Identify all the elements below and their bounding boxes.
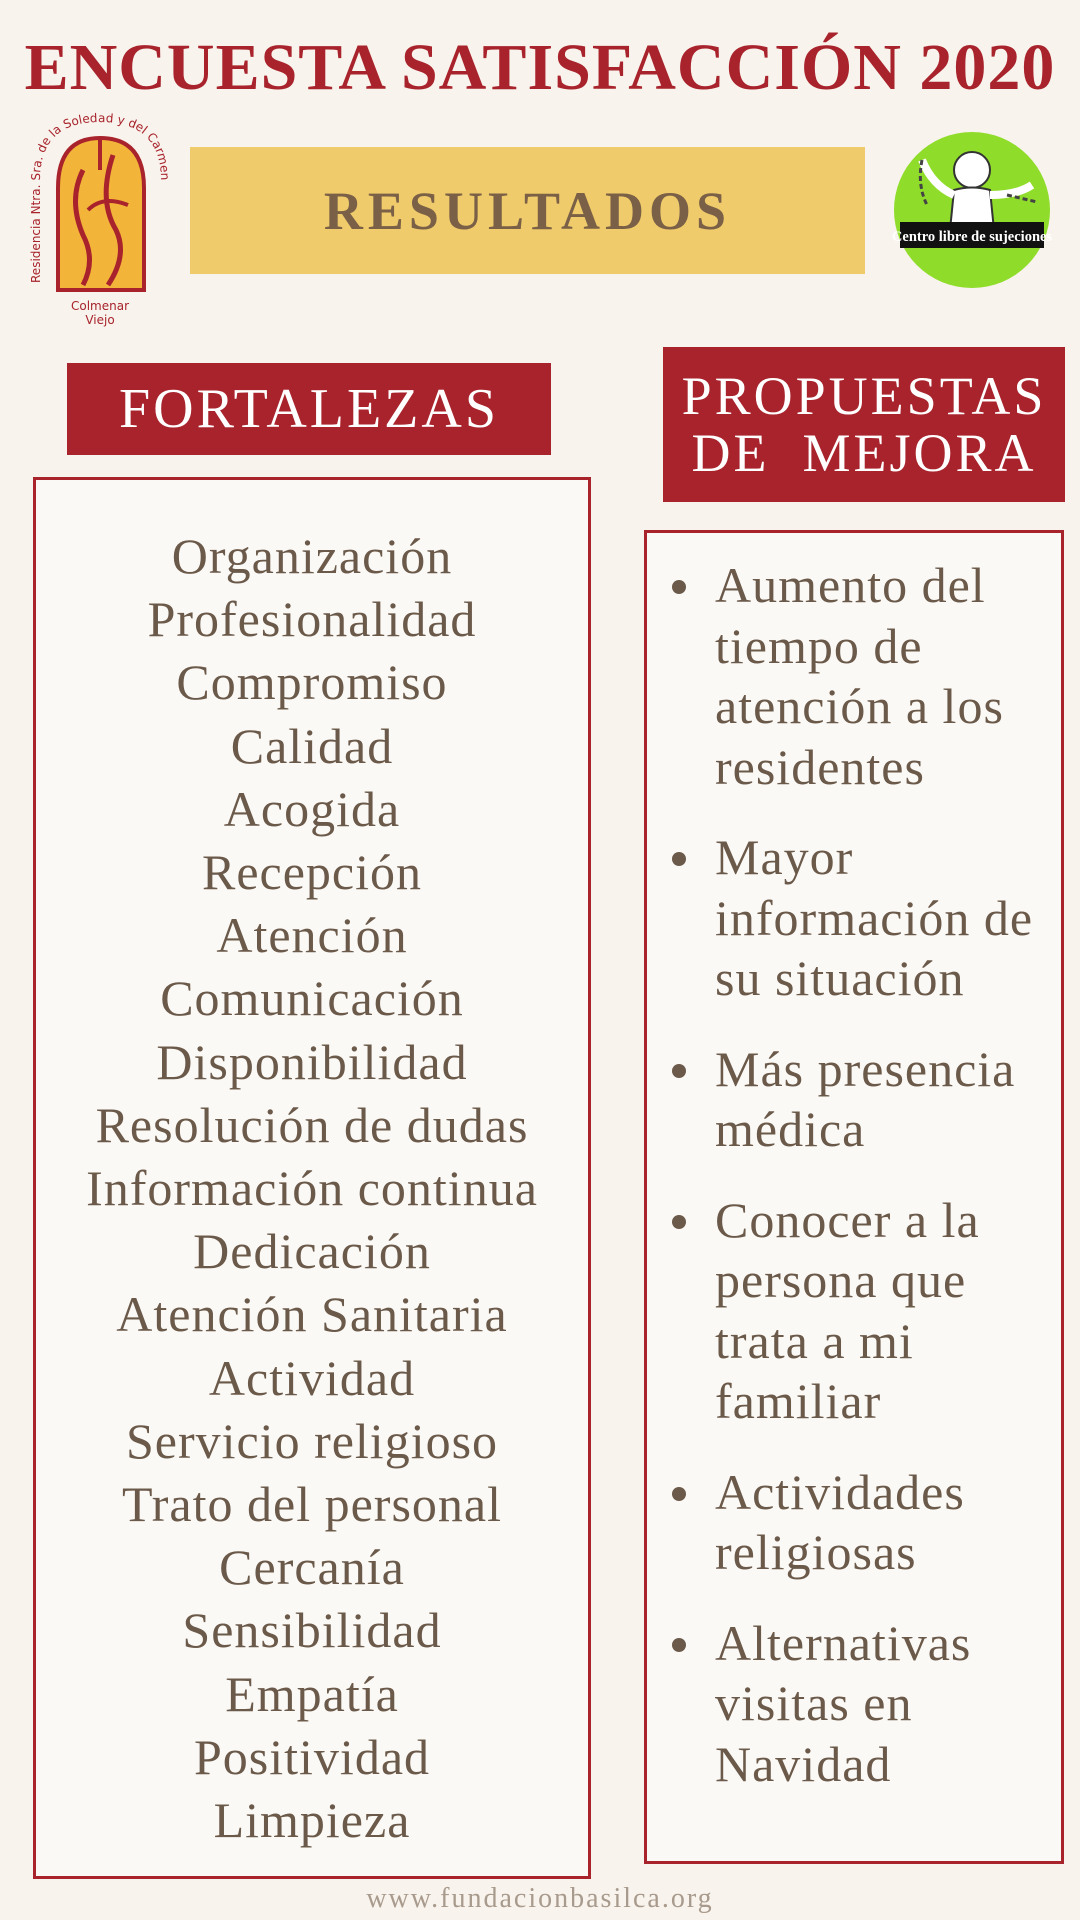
fortaleza-item: Información continua: [86, 1160, 538, 1217]
fortaleza-item: Acogida: [223, 780, 401, 837]
fortalezas-heading-label: FORTALEZAS: [119, 378, 499, 440]
fortaleza-item: Positividad: [193, 1728, 431, 1785]
propuesta-item: [647, 1190, 1061, 1432]
fortaleza-item: Limpieza: [213, 1792, 411, 1849]
propuestas-heading-line1: PROPUESTAS: [681, 365, 1047, 426]
results-banner: [190, 147, 865, 274]
logo-bottom-text-2: Viejo: [85, 313, 115, 327]
fortaleza-item: Comunicación: [160, 970, 464, 1027]
page-title: ENCUESTA SATISFACCIÓN 2020: [24, 31, 1056, 104]
results-label: RESULTADOS: [323, 180, 732, 241]
fortalezas-list: [36, 480, 588, 1852]
fortaleza-item: Sensibilidad: [182, 1602, 442, 1659]
fortalezas-heading: [67, 363, 551, 455]
fortaleza-item: Atención Sanitaria: [116, 1286, 508, 1343]
fortaleza-item: Empatía: [225, 1665, 399, 1722]
propuestas-panel: [644, 530, 1064, 1864]
propuesta-text: Alternativas visitas en Navidad: [715, 1614, 972, 1792]
bullet-icon: [672, 1487, 686, 1501]
propuesta-item: [647, 555, 1061, 797]
bullet-icon: [672, 580, 686, 594]
fortaleza-item: Dedicación: [193, 1223, 431, 1280]
fortaleza-item: Trato del personal: [122, 1476, 502, 1533]
propuesta-item: [647, 1462, 1061, 1583]
fortaleza-item: Organización: [171, 528, 453, 584]
footer-url[interactable]: www.fundacionbasilca.org: [366, 1883, 714, 1914]
fortaleza-item: Resolución de dudas: [95, 1096, 529, 1153]
propuesta-text: Más presencia médica: [715, 1040, 1016, 1157]
fortaleza-item: Actividad: [208, 1349, 416, 1406]
fortalezas-panel: [33, 477, 591, 1879]
logo-arc-text: Residencia Ntra. Sra. de la Soledad y del Carmen: [28, 110, 173, 283]
fortaleza-item: Profesionalidad: [147, 591, 477, 648]
logo-bottom-text-1: Colmenar: [70, 299, 130, 313]
fortaleza-item: Cercanía: [219, 1539, 405, 1596]
propuestas-heading: [663, 347, 1065, 502]
bullet-icon: [672, 852, 686, 866]
propuesta-text: Actividades religiosas: [715, 1463, 965, 1580]
fortaleza-item: Servicio religioso: [125, 1412, 499, 1469]
propuesta-text: Mayor información de su situación: [715, 829, 1047, 1006]
fortaleza-item: Calidad: [230, 717, 394, 774]
propuesta-text: Aumento del tiempo de atención a los residentes: [715, 557, 1004, 795]
free-of-restraints-icon: [892, 130, 1052, 290]
propuesta-item: [647, 827, 1061, 1009]
fortaleza-item: Disponibilidad: [156, 1033, 468, 1090]
logo-right-text: Centro libre de sujeciones: [892, 229, 1052, 245]
bullet-icon: [672, 1215, 686, 1229]
propuesta-item: [647, 1613, 1061, 1795]
fortaleza-item: Recepción: [201, 844, 422, 901]
bullet-icon: [672, 1638, 686, 1652]
residence-logo-icon: [28, 110, 173, 335]
fortaleza-item: Compromiso: [176, 654, 448, 711]
propuestas-list: [647, 533, 1061, 1794]
fortaleza-item: Atención: [216, 907, 408, 964]
propuestas-heading-line2: DE MEJORA: [691, 422, 1037, 483]
propuesta-item: [647, 1039, 1061, 1160]
bullet-icon: [672, 1064, 686, 1078]
propuesta-text: Conocer a la persona que trata a mi familiar: [715, 1191, 980, 1429]
